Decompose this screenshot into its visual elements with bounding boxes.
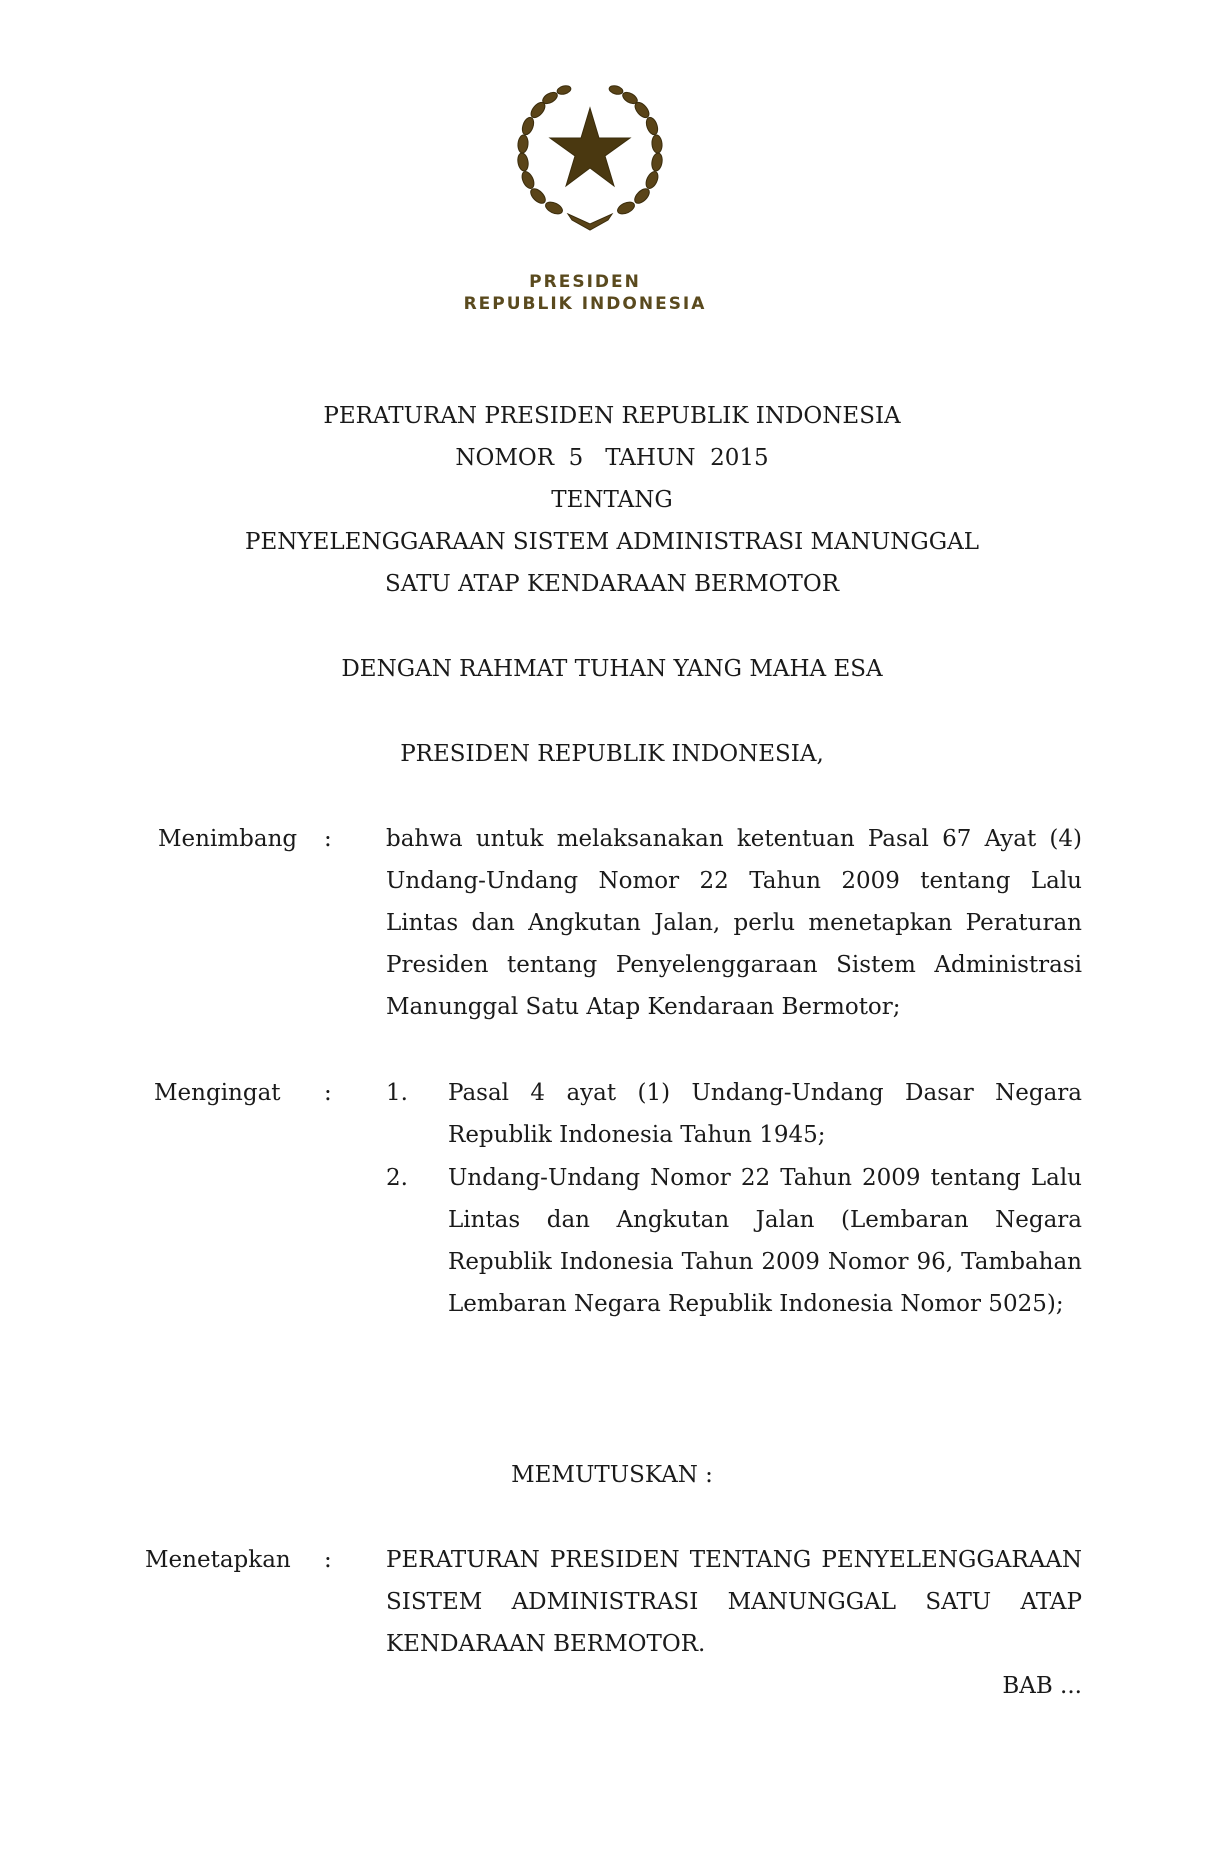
- decision-heading: MEMUTUSKAN :: [511, 1462, 713, 1488]
- menimbang-colon: :: [324, 826, 332, 852]
- menimbang-label: Menimbang: [158, 826, 298, 852]
- regulation-about: TENTANG: [551, 487, 673, 513]
- mengingat-item-text: Pasal 4 ayat (1) Undang-Undang Dasar Negara Republik Indonesia Tahun 1945;: [448, 1080, 1082, 1148]
- mengingat-item-text: Undang-Undang Nomor 22 Tahun 2009 tentang Lalu Lintas dan Angkutan Jalan (Lembaran Negara Republik Indonesia Tahun 2009 Nomor 96, Tambahan Lembaran Negara Republik Indonesia Nomor 5025);: [448, 1165, 1082, 1317]
- mengingat-item-number: 2.: [386, 1165, 408, 1191]
- president-heading: PRESIDEN REPUBLIK INDONESIA,: [400, 741, 824, 767]
- page-continuation: BAB ...: [1002, 1673, 1082, 1699]
- menimbang-text: bahwa untuk melaksanakan ketentuan Pasal 67 Ayat (4) Undang-Undang Nomor 22 Tahun 2009 tentang Lalu Lintas dan Angkutan Jalan, perlu menetapkan Peraturan Presiden tentang Penyelenggaraan Sistem Administrasi Manunggal Satu Atap Kendaraan Bermotor;: [386, 826, 1082, 1020]
- mengingat-item-number: 1.: [386, 1080, 408, 1106]
- menetapkan-text: PERATURAN PRESIDEN TENTANG PENYELENGGARAAN SISTEM ADMINISTRASI MANUNGGAL SATU ATAP KENDARAAN BERMOTOR.: [386, 1547, 1082, 1657]
- regulation-subject-line2: SATU ATAP KENDARAAN BERMOTOR: [384, 571, 840, 597]
- menetapkan-colon: :: [324, 1547, 332, 1573]
- seal-title: PRESIDEN: [529, 272, 641, 292]
- mengingat-label: Mengingat: [154, 1080, 281, 1106]
- garuda-star-wreath-emblem-icon: [510, 80, 670, 235]
- regulation-subject-line1: PENYELENGGARAAN SISTEM ADMINISTRASI MANUNGGAL: [245, 529, 979, 555]
- invocation: DENGAN RAHMAT TUHAN YANG MAHA ESA: [341, 656, 883, 682]
- regulation-title: PERATURAN PRESIDEN REPUBLIK INDONESIA: [323, 403, 901, 429]
- regulation-number: NOMOR 5 TAHUN 2015: [455, 445, 769, 471]
- seal-subtitle: REPUBLIK INDONESIA: [463, 294, 707, 314]
- mengingat-colon: :: [324, 1080, 332, 1106]
- menetapkan-label: Menetapkan: [145, 1547, 291, 1573]
